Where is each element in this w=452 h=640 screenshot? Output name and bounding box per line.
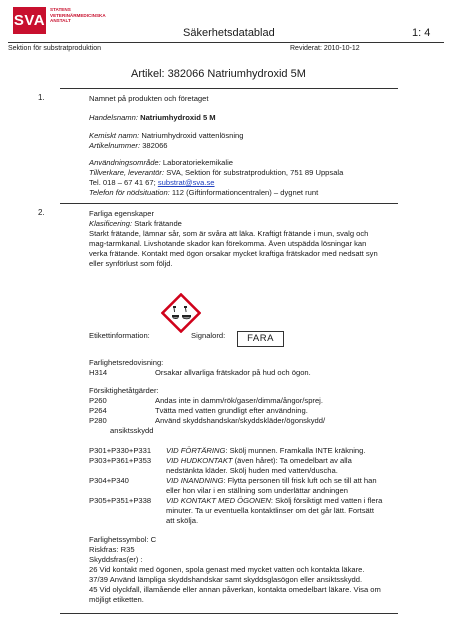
safety-phrase: 45 Vid olyckfall, illamående eller annan påverkan, kontakta omedelbart läkare. Visa om (89, 585, 381, 594)
safety-phrase: möjligt etiketten. (89, 595, 144, 604)
precaution-text: Tvätta med vatten grundligt efter användning. (155, 406, 308, 415)
combo-code: P301+P330+P331 (89, 446, 152, 455)
document-title: Säkerhetsdatablad (183, 27, 275, 39)
trade-name-value: Natriumhydroxid 5 M (140, 113, 216, 122)
combo-lead: VID FÖRTÄRING (166, 446, 226, 455)
sva-logo: SVA (13, 7, 46, 34)
chemical-name-value: Natriumhydroxid vattenlösning (141, 131, 244, 140)
combo-lead: VID INANDNING (166, 476, 224, 485)
chemical-name-label: Kemiskt namn: (89, 131, 140, 140)
combo-rest: (även håret): Ta omedelbart av alla (232, 456, 352, 465)
hazard-statement-heading: Farlighetsredovisning: (89, 358, 164, 367)
trade-name (89, 113, 216, 122)
risk-phrase: Riskfras: R35 (89, 545, 135, 554)
signal-word-label: Signalord: (191, 331, 226, 340)
combo-text (166, 446, 365, 455)
safety-phrase: 26 Vid kontakt med ögonen, spola genast med mycket vatten och kontakta läkare. (89, 565, 365, 574)
emergency-phone-label: Telefon för nödsituation: (89, 188, 170, 197)
section-heading: Farliga egenskaper (89, 209, 155, 218)
hazard-description-line: Starkt frätande, lämnar sår, som är svåra att läka. Kraftigt frätande i mun, svalg och (89, 229, 369, 238)
classification-label: Klasificering: (89, 219, 133, 228)
combo-code: P304+P340 (89, 476, 129, 485)
classification (89, 219, 182, 228)
article-number-value: 382066 (142, 141, 168, 150)
usage-area (89, 158, 233, 167)
article-number (89, 141, 168, 150)
combo-rest: : Skölj munnen. Framkalla INTE kräkning. (225, 446, 366, 455)
combo-text (166, 496, 382, 505)
signal-word-box: FARA (237, 331, 284, 347)
usage-area-value: Laboratoriekemikalie (162, 158, 233, 167)
emergency-phone (89, 188, 318, 197)
chemical-name (89, 131, 244, 140)
combo-text-cont: minuter. Ta ur eventuella kontaktlinser om det går lätt. Fortsätt (166, 506, 374, 515)
combo-text (166, 476, 377, 485)
article-rule (60, 88, 398, 89)
emergency-phone-value: 112 (Giftinformationcentralen) – dygnet runt (171, 188, 319, 197)
section-rule (60, 203, 398, 204)
precaution-text-cont: ansiktsskydd (110, 426, 154, 435)
combo-text-cont: att skölja. (166, 516, 199, 525)
combo-text (166, 456, 352, 465)
combo-code: P305+P351+P338 (89, 496, 152, 505)
article-heading: Artikel: 382066 Natriumhydroxid 5M (131, 68, 306, 80)
combo-code: P303+P361+P353 (89, 456, 152, 465)
usage-area-label: Användningsområde: (89, 158, 161, 167)
safety-phrase: 37/39 Använd lämpliga skyddshandskar samt skyddsglasögon eller ansiktsskydd. (89, 575, 363, 584)
combo-lead: VID KONTAKT MED ÖGONEN (166, 496, 271, 505)
email-link[interactable]: substrat@sva.se (157, 178, 215, 187)
section-number: 2. (38, 208, 45, 217)
combo-rest: : Skölj försiktigt med vatten i flera (270, 496, 383, 505)
section-heading: Namnet på produkten och företaget (89, 94, 209, 103)
precaution-heading: Försiktighetåtgärder: (89, 386, 159, 395)
article-number-label: Artikelnummer: (89, 141, 141, 150)
supplier (89, 168, 343, 177)
section-name: Sektion för substratproduktion (8, 45, 101, 52)
combo-rest: : Flytta personen till frisk luft och se till att han (223, 476, 377, 485)
header-rule (8, 42, 444, 43)
precaution-code: P280 (89, 416, 107, 425)
section-rule (60, 613, 398, 614)
classification-value: Stark frätande (134, 219, 182, 228)
hazard-symbol: Farlighetssymbol: C (89, 535, 157, 544)
logo-text-line: VETERINÄRMEDICINSKA (50, 12, 106, 18)
precaution-text: Använd skyddshandskar/skyddskläder/ögonskydd/ (155, 416, 326, 425)
hazard-text: Orsakar allvarliga frätskador på hud och ögon. (155, 368, 311, 377)
supplier-label: Tillverkare, leverantör: (89, 168, 165, 177)
safety-phrase-heading: Skyddsfras(er) : (89, 555, 143, 564)
label-info-label: Etikettinformation: (89, 331, 150, 340)
precaution-text: Andas inte in damm/rök/gaser/dimma/ångor/sprej. (155, 396, 323, 405)
precaution-code: P264 (89, 406, 107, 415)
logo-text (50, 7, 110, 24)
trade-name-label: Handelsnamn: (89, 113, 138, 122)
hazard-description-line: verka frätande. Kontakt med ögon orsakar mycket kraftiga frätskador med nedsatt syn (89, 249, 378, 258)
combo-text-cont: eller hon vilar i en ställning som underlättar andningen (166, 486, 348, 495)
logo-text-line: ANSTALT (50, 18, 71, 24)
hazard-code: H314 (89, 368, 108, 377)
section-number: 1. (38, 93, 45, 102)
precaution-code: P260 (89, 396, 107, 405)
combo-lead: VID HUDKONTAKT (166, 456, 233, 465)
combo-text-cont: nedstänkta kläder. Skölj huden med vatten/duscha. (166, 466, 338, 475)
phone-line (89, 178, 215, 187)
hazard-description-line: eller synförlust som följd. (89, 259, 173, 268)
hazard-description-line: mag-tarmkanal. Livshotande skador kan förekomma. Även utspädda lösningar kan (89, 239, 367, 248)
revision-date: Reviderat: 2010-10-12 (290, 45, 360, 52)
supplier-value: SVA, Sektion för substratproduktion, 751 89 Uppsala (166, 168, 344, 177)
page-number: 1: 4 (412, 27, 431, 39)
logo-text-line: STATENS (50, 7, 71, 12)
phone-text: Tel. 018 – 67 41 67; (89, 178, 156, 187)
corrosion-pictogram-icon (161, 293, 201, 333)
